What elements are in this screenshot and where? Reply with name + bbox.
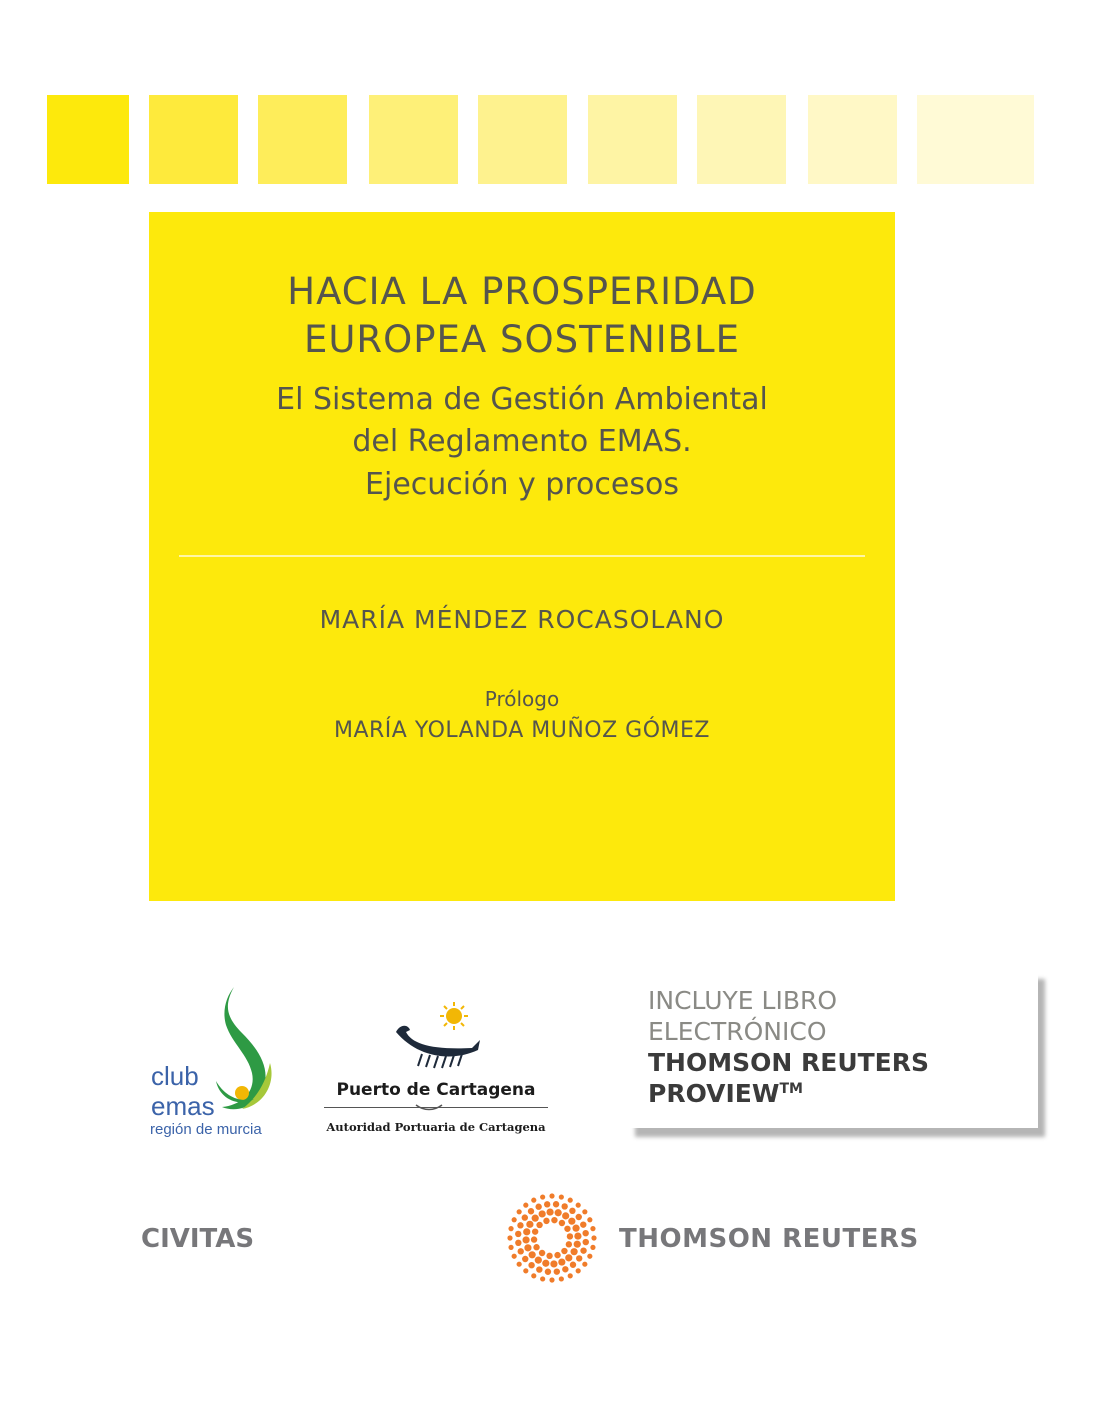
logo-dot bbox=[568, 1218, 575, 1225]
logo-dot bbox=[555, 1209, 562, 1216]
logo-dot bbox=[582, 1209, 587, 1214]
logo-dot bbox=[522, 1256, 528, 1262]
logo-dot bbox=[518, 1248, 524, 1254]
logo-dot bbox=[571, 1248, 578, 1255]
trademark-mark: TM bbox=[779, 1081, 803, 1097]
logo-dot bbox=[576, 1203, 581, 1208]
logo-dot bbox=[540, 1194, 545, 1199]
logo-dot bbox=[508, 1245, 513, 1250]
logo-dot bbox=[568, 1198, 573, 1203]
logo-dot bbox=[591, 1235, 596, 1240]
logo-dot bbox=[582, 1230, 588, 1236]
puerto-authority: Autoridad Portuaria de Cartagena bbox=[326, 1120, 546, 1134]
book-subtitle-line2: del Reglamento EMAS. bbox=[352, 424, 692, 459]
proview-word: PROVIEW bbox=[648, 1079, 780, 1108]
logo-dot bbox=[590, 1226, 595, 1231]
thomson-reuters-wordmark: THOMSON REUTERS bbox=[619, 1224, 919, 1254]
logo-dot bbox=[583, 1239, 589, 1245]
proview-line1: INCLUYE LIBRO bbox=[648, 986, 838, 1015]
wave-icon bbox=[414, 1103, 444, 1113]
logo-dot bbox=[533, 1244, 539, 1250]
title-panel bbox=[149, 212, 895, 901]
club-emas-line2: emas bbox=[151, 1091, 215, 1121]
logo-dot bbox=[528, 1208, 534, 1214]
logo-dot bbox=[522, 1214, 528, 1220]
logo-dot bbox=[561, 1203, 567, 1209]
prologue-author: MARÍA YOLANDA MUÑOZ GÓMEZ bbox=[333, 718, 710, 743]
logo-dot bbox=[574, 1232, 581, 1239]
logo-dot bbox=[559, 1276, 564, 1281]
logo-dot bbox=[522, 1236, 529, 1243]
club-emas-logo bbox=[146, 985, 286, 1140]
thomson-reuters-dot-ring-icon bbox=[502, 1192, 602, 1284]
logo-dot bbox=[536, 1266, 542, 1272]
prologue-label: Prólogo bbox=[484, 687, 560, 711]
book-subtitle-line3: Ejecución y procesos bbox=[365, 467, 679, 502]
logo-dot bbox=[569, 1208, 575, 1214]
logo-dot bbox=[580, 1247, 586, 1253]
logo-dot bbox=[561, 1248, 567, 1254]
galley-ship-sun-icon bbox=[322, 1000, 550, 1076]
logo-dot bbox=[566, 1241, 572, 1247]
logo-dot bbox=[539, 1210, 546, 1217]
logo-dot bbox=[528, 1262, 534, 1268]
logo-dot bbox=[565, 1254, 572, 1261]
puerto-cartagena-logo bbox=[322, 1000, 550, 1140]
logo-dot bbox=[532, 1228, 538, 1234]
logo-dot bbox=[549, 1277, 554, 1282]
logo-dot bbox=[546, 1253, 552, 1259]
logo-dot bbox=[562, 1266, 568, 1272]
proview-line3: THOMSON REUTERS bbox=[648, 1048, 930, 1077]
logo-dot bbox=[564, 1226, 570, 1232]
logo-dot bbox=[517, 1262, 522, 1267]
logo-dot bbox=[554, 1268, 560, 1274]
logo-dot bbox=[517, 1209, 522, 1214]
logo-dot bbox=[587, 1254, 592, 1259]
logo-dot bbox=[515, 1231, 521, 1237]
logo-dot bbox=[512, 1254, 517, 1259]
logo-dot bbox=[558, 1258, 565, 1265]
logo-dot bbox=[576, 1268, 581, 1273]
decorative-square bbox=[258, 95, 347, 184]
logo-dot bbox=[535, 1204, 541, 1210]
decorative-square bbox=[149, 95, 238, 184]
logo-dot bbox=[576, 1255, 582, 1261]
logo-dot bbox=[542, 1260, 549, 1267]
logo-dot bbox=[559, 1220, 565, 1226]
logo-dot bbox=[559, 1194, 564, 1199]
logo-dot bbox=[515, 1240, 521, 1246]
logo-dot bbox=[540, 1276, 545, 1281]
logo-dot bbox=[524, 1244, 531, 1251]
logo-dot bbox=[554, 1252, 560, 1258]
logo-dot bbox=[523, 1203, 528, 1208]
logo-dot bbox=[545, 1269, 551, 1275]
club-emas-region: región de murcia bbox=[150, 1121, 262, 1138]
logo-dot bbox=[550, 1260, 557, 1267]
proview-line4 bbox=[648, 1079, 803, 1108]
logo-dot bbox=[529, 1251, 536, 1258]
decorative-square bbox=[47, 95, 129, 184]
decorative-square bbox=[369, 95, 458, 184]
logo-dot bbox=[570, 1262, 576, 1268]
logo-dot bbox=[531, 1198, 536, 1203]
logo-dot bbox=[531, 1236, 537, 1242]
logo-dot bbox=[535, 1257, 542, 1264]
logo-dot bbox=[567, 1233, 573, 1239]
logo-dot bbox=[543, 1218, 549, 1224]
logo-dot bbox=[539, 1250, 545, 1256]
logo-dot bbox=[568, 1273, 573, 1278]
logo-dot bbox=[551, 1217, 557, 1223]
logo-dot bbox=[512, 1217, 517, 1222]
decorative-square bbox=[588, 95, 677, 184]
logo-dot bbox=[526, 1221, 533, 1228]
logo-dot bbox=[590, 1245, 595, 1250]
logo-dot bbox=[582, 1262, 587, 1267]
logo-dot bbox=[517, 1222, 523, 1228]
logo-dot bbox=[544, 1201, 550, 1207]
proview-line2: ELECTRÓNICO bbox=[648, 1017, 827, 1046]
logo-dot bbox=[574, 1241, 581, 1248]
logo-dot bbox=[580, 1221, 586, 1227]
logo-dot bbox=[508, 1226, 513, 1231]
decorative-square bbox=[697, 95, 786, 184]
logo-dot bbox=[536, 1222, 542, 1228]
author-name: MARÍA MÉNDEZ ROCASOLANO bbox=[319, 605, 725, 634]
logo-dot bbox=[523, 1268, 528, 1273]
logo-dot bbox=[507, 1235, 512, 1240]
logo-dot bbox=[553, 1201, 559, 1207]
logo-dot bbox=[576, 1214, 582, 1220]
proview-ebook-badge bbox=[628, 970, 1038, 1128]
book-title-line2: EUROPEA SOSTENIBLE bbox=[303, 318, 741, 361]
logo-dot bbox=[531, 1273, 536, 1278]
logo-dot bbox=[546, 1208, 553, 1215]
logo-dot bbox=[572, 1225, 579, 1232]
club-emas-line1: club bbox=[151, 1061, 199, 1091]
logo-dot bbox=[549, 1193, 554, 1198]
logo-dot bbox=[562, 1212, 569, 1219]
logo-dot bbox=[532, 1215, 539, 1222]
book-subtitle-line1: El Sistema de Gestión Ambiental bbox=[276, 382, 768, 417]
divider bbox=[179, 555, 865, 557]
puerto-name: Puerto de Cartagena bbox=[336, 1080, 536, 1100]
decorative-square bbox=[808, 95, 897, 184]
decorative-square bbox=[478, 95, 567, 184]
book-title-line1: HACIA LA PROSPERIDAD bbox=[287, 270, 757, 313]
civitas-imprint: CIVITAS bbox=[141, 1224, 255, 1254]
logo-dot bbox=[523, 1228, 530, 1235]
decorative-square bbox=[917, 95, 1034, 184]
logo-dot bbox=[587, 1217, 592, 1222]
